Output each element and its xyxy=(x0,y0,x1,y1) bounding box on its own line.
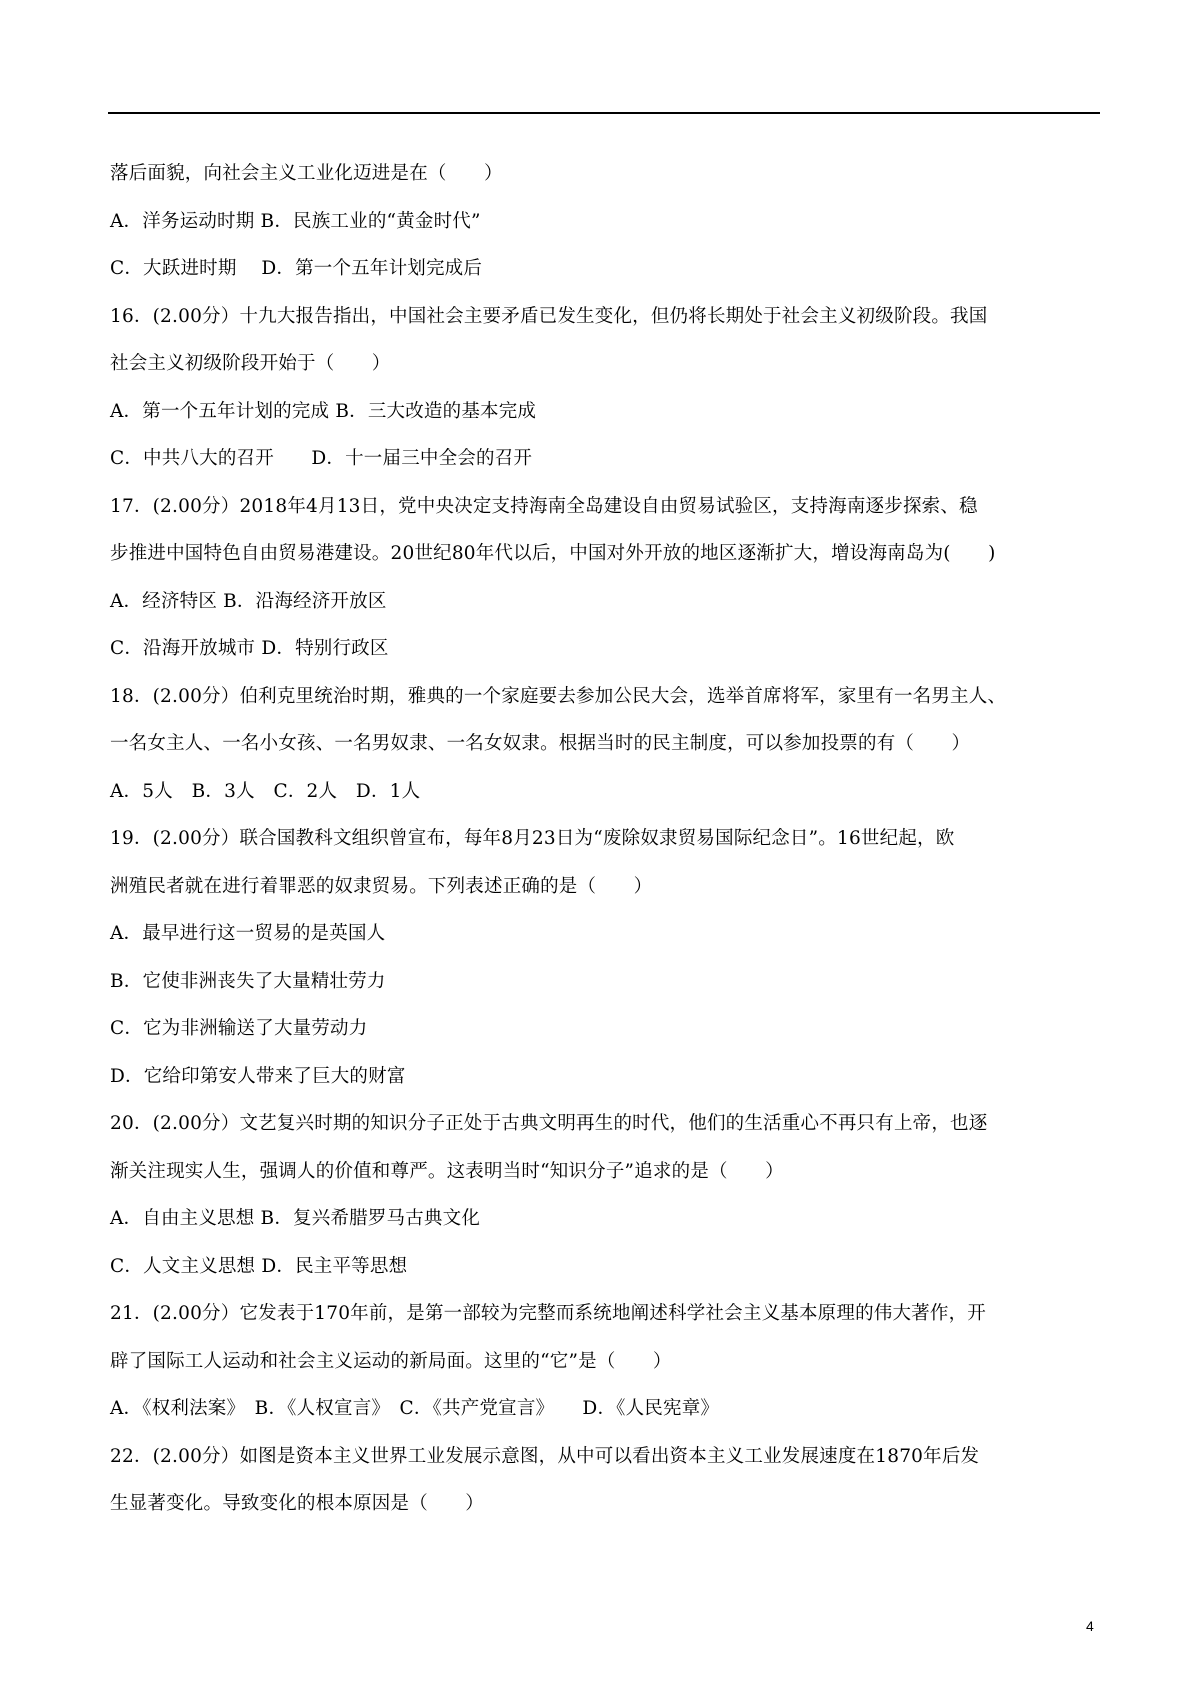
option-line: C．大跃进时期 D．第一个五年计划完成后 xyxy=(110,258,483,279)
option-line: B．它使非洲丧失了大量精壮劳力 xyxy=(110,970,386,992)
option-line: A．第一个五年计划的完成 B．三大改造的基本完成 xyxy=(110,400,537,422)
text-line: 渐关注现实人生，强调人的价值和尊严。这表明当时“知识分子”追求的是（ ） xyxy=(110,1160,784,1182)
option-line: A．《权利法案》 B．《人权宣言》 C．《共产党宣言》 D．《人民宪章》 xyxy=(110,1398,720,1419)
option-line: C．人文主义思想 D．民主平等思想 xyxy=(110,1255,408,1277)
text-line: 生显著变化。导致变化的根本原因是（ ） xyxy=(110,1493,485,1514)
question-19-line: 19．(2.00分）联合国教科文组织曾宣布，每年8月23日为“废除奴隶贸易国际纪念日”。16世纪起，欧 xyxy=(110,828,955,849)
question-17-line: 17．(2.00分）2018年4月13日，党中央决定支持海南全岛建设自由贸易试验区，支持海南逐步探索、稳 xyxy=(110,495,978,517)
option-line: A．5人 B．3人 C．2人 D．1人 xyxy=(110,780,421,802)
text-line: 洲殖民者就在进行着罪恶的奴隶贸易。下列表述正确的是（ ） xyxy=(110,875,653,897)
text-line: 社会主义初级阶段开始于（ ） xyxy=(110,353,391,374)
page-number: 4 xyxy=(1086,1618,1094,1634)
option-line: D．它给印第安人带来了巨大的财富 xyxy=(110,1065,406,1087)
option-line: A．经济特区 B．沿海经济开放区 xyxy=(110,590,387,612)
question-18-line: 18．(2.00分）伯利克里统治时期，雅典的一个家庭要去参加公民大会，选举首席将军，家里有一名男主人、 xyxy=(110,685,1007,707)
option-line: A．洋务运动时期 B．民族工业的“黄金时代” xyxy=(110,210,481,232)
option-line: A．最早进行这一贸易的是英国人 xyxy=(110,923,386,944)
text-line: 落后面貌，向社会主义工业化迈进是在（ ） xyxy=(110,163,503,184)
option-line: C．它为非洲输送了大量劳动力 xyxy=(110,1018,368,1039)
text-line: 一名女主人、一名小女孩、一名男奴隶、一名女奴隶。根据当时的民主制度，可以参加投票的有（ ） xyxy=(110,733,971,754)
question-21-line: 21．(2.00分）它发表于170年前，是第一部较为完整而系统地阐述科学社会主义基本原理的伟大著作，开 xyxy=(110,1303,986,1324)
header-rule xyxy=(108,112,1100,114)
option-line: C．中共八大的召开 D．十一届三中全会的召开 xyxy=(110,448,533,469)
option-line: A．自由主义思想 B．复兴希腊罗马古典文化 xyxy=(110,1208,481,1229)
text-line: 步推进中国特色自由贸易港建设。20世纪80年代以后，中国对外开放的地区逐渐扩大，增设海南岛为( ) xyxy=(110,543,996,564)
question-text-block xyxy=(110,150,1100,1528)
question-22-line: 22．(2.00分）如图是资本主义世界工业发展示意图，从中可以看出资本主义工业发展速度在1870年后发 xyxy=(110,1445,980,1467)
question-20-line: 20．(2.00分）文艺复兴时期的知识分子正处于古典文明再生的时代，他们的生活重心不再只有上帝，也逐 xyxy=(110,1113,988,1134)
option-line: C．沿海开放城市 D．特别行政区 xyxy=(110,638,389,659)
question-16-line: 16．(2.00分）十九大报告指出，中国社会主要矛盾已发生变化，但仍将长期处于社会主义初级阶段。我国 xyxy=(110,305,988,327)
text-line: 辟了国际工人运动和社会主义运动的新局面。这里的“它”是（ ） xyxy=(110,1350,672,1372)
